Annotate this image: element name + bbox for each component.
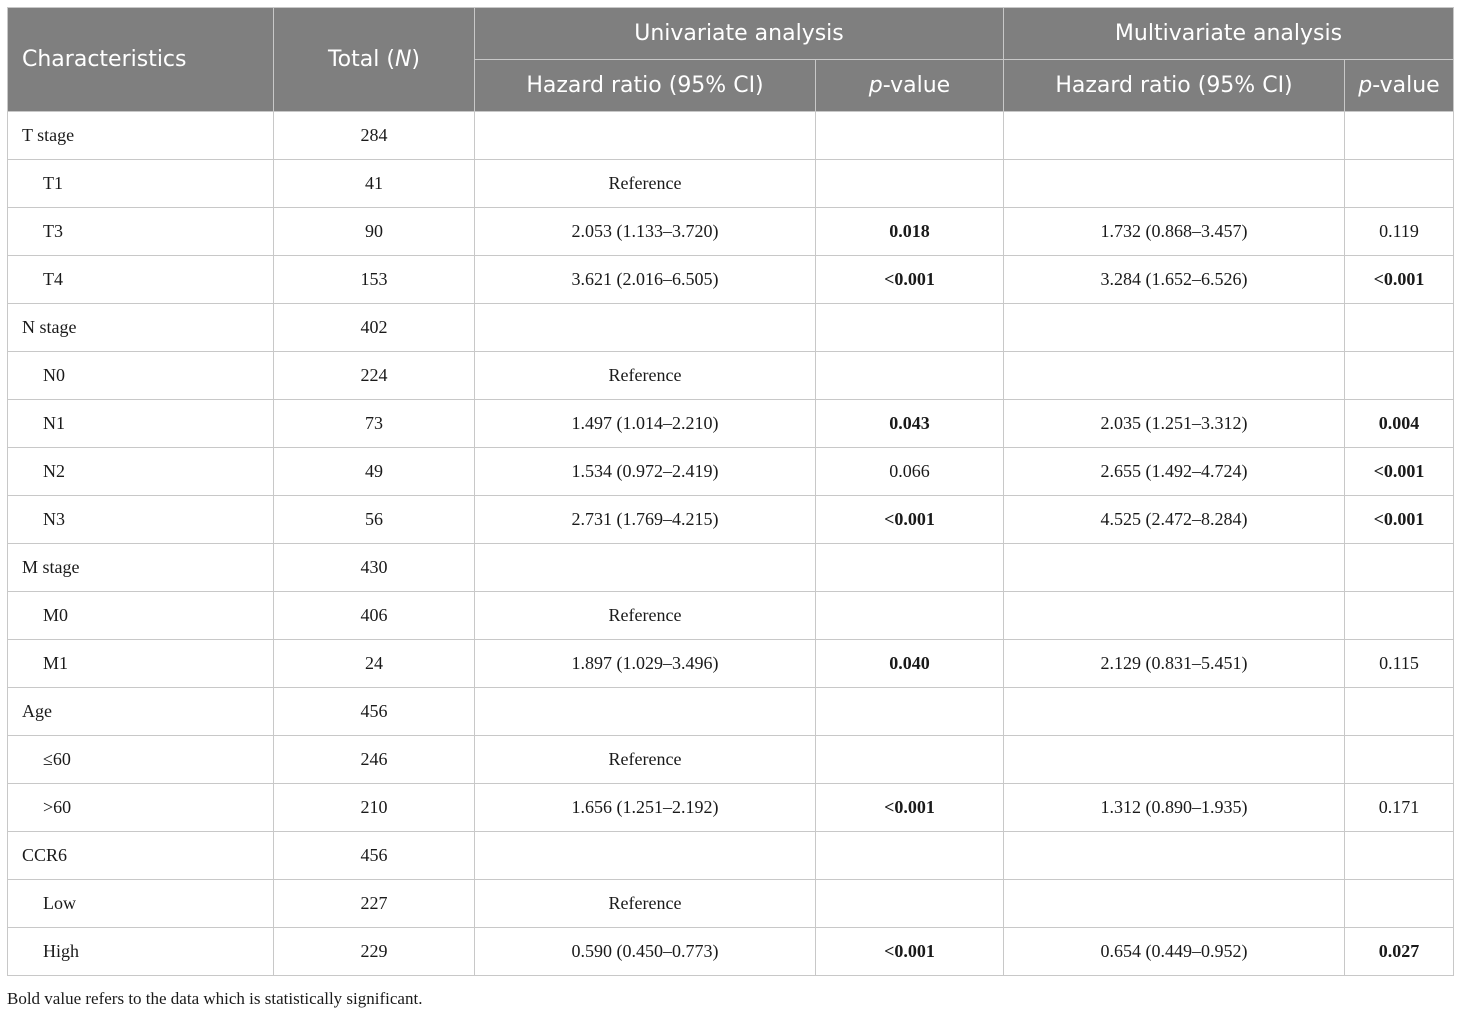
cell-multi-hazard-ratio <box>1004 880 1345 928</box>
cell-characteristic: T4 <box>8 256 274 304</box>
table-row <box>8 352 1454 400</box>
cell-characteristic: M0 <box>8 592 274 640</box>
header-multi-p-suffix: -value <box>1372 73 1440 98</box>
header-uni-p-prefix: p <box>868 73 883 98</box>
cell-total: 49 <box>274 448 475 496</box>
cell-total: 153 <box>274 256 475 304</box>
table-row <box>8 688 1454 736</box>
cell-multi-hazard-ratio: 2.035 (1.251–3.312) <box>1004 400 1345 448</box>
cell-characteristic: N stage <box>8 304 274 352</box>
cell-characteristic: High <box>8 928 274 976</box>
cell-uni-hazard-ratio: 1.897 (1.029–3.496) <box>475 640 816 688</box>
cell-uni-hazard-ratio <box>475 112 816 160</box>
cell-multi-hazard-ratio: 2.655 (1.492–4.724) <box>1004 448 1345 496</box>
cell-multi-p-value: <0.001 <box>1345 496 1454 544</box>
cell-characteristic: T stage <box>8 112 274 160</box>
cell-multi-p-value <box>1345 304 1454 352</box>
cell-multi-hazard-ratio: 1.312 (0.890–1.935) <box>1004 784 1345 832</box>
cell-multi-p-value <box>1345 112 1454 160</box>
cell-total: 227 <box>274 880 475 928</box>
cell-characteristic: N3 <box>8 496 274 544</box>
cell-multi-p-value <box>1345 736 1454 784</box>
cell-characteristic: N1 <box>8 400 274 448</box>
cell-uni-hazard-ratio: 0.590 (0.450–0.773) <box>475 928 816 976</box>
header-total-label: Total ( <box>327 47 395 72</box>
table-row <box>8 736 1454 784</box>
cell-characteristic: M1 <box>8 640 274 688</box>
cell-multi-p-value <box>1345 688 1454 736</box>
cell-total: 284 <box>274 112 475 160</box>
cell-total: 406 <box>274 592 475 640</box>
regression-table <box>7 7 1454 976</box>
cell-uni-p-value: <0.001 <box>816 928 1004 976</box>
cell-total: 41 <box>274 160 475 208</box>
cell-multi-hazard-ratio: 4.525 (2.472–8.284) <box>1004 496 1345 544</box>
cell-multi-hazard-ratio: 1.732 (0.868–3.457) <box>1004 208 1345 256</box>
table-row <box>8 880 1454 928</box>
cell-multi-hazard-ratio <box>1004 832 1345 880</box>
cell-uni-p-value: 0.018 <box>816 208 1004 256</box>
table-footnote: Bold value refers to the data which is statistically significant. <box>7 989 423 1008</box>
cell-multi-p-value <box>1345 880 1454 928</box>
table-row <box>8 112 1454 160</box>
header-uni-p-suffix: -value <box>882 73 951 98</box>
table-row <box>8 304 1454 352</box>
cell-multi-p-value: <0.001 <box>1345 448 1454 496</box>
cell-uni-hazard-ratio: 2.053 (1.133–3.720) <box>475 208 816 256</box>
results-table-container <box>7 7 1453 976</box>
header-univariate: Univariate analysis <box>475 8 1004 60</box>
table-row <box>8 256 1454 304</box>
cell-uni-p-value: <0.001 <box>816 784 1004 832</box>
cell-total: 456 <box>274 688 475 736</box>
table-row <box>8 160 1454 208</box>
header-uni-p-value <box>816 60 1004 112</box>
cell-total: 229 <box>274 928 475 976</box>
header-multi-p-value <box>1345 60 1454 112</box>
header-multi-p-prefix: p <box>1358 73 1373 98</box>
cell-uni-hazard-ratio <box>475 544 816 592</box>
table-row <box>8 640 1454 688</box>
cell-multi-hazard-ratio <box>1004 160 1345 208</box>
cell-uni-p-value <box>816 592 1004 640</box>
cell-uni-hazard-ratio: Reference <box>475 352 816 400</box>
cell-uni-hazard-ratio <box>475 304 816 352</box>
table-row <box>8 448 1454 496</box>
cell-multi-p-value <box>1345 592 1454 640</box>
header-multivariate: Multivariate analysis <box>1004 8 1454 60</box>
cell-total: 56 <box>274 496 475 544</box>
cell-total: 24 <box>274 640 475 688</box>
cell-multi-hazard-ratio <box>1004 112 1345 160</box>
header-multi-hazard-ratio: Hazard ratio (95% CI) <box>1004 60 1345 112</box>
cell-multi-p-value: 0.115 <box>1345 640 1454 688</box>
cell-total: 246 <box>274 736 475 784</box>
cell-multi-hazard-ratio <box>1004 544 1345 592</box>
cell-multi-hazard-ratio <box>1004 688 1345 736</box>
cell-uni-hazard-ratio: 1.656 (1.251–2.192) <box>475 784 816 832</box>
cell-multi-p-value: <0.001 <box>1345 256 1454 304</box>
header-characteristics: Characteristics <box>8 8 274 112</box>
cell-uni-p-value <box>816 304 1004 352</box>
cell-total: 210 <box>274 784 475 832</box>
table-row <box>8 208 1454 256</box>
cell-multi-hazard-ratio: 0.654 (0.449–0.952) <box>1004 928 1345 976</box>
cell-characteristic: N2 <box>8 448 274 496</box>
cell-uni-hazard-ratio: 3.621 (2.016–6.505) <box>475 256 816 304</box>
cell-multi-p-value <box>1345 544 1454 592</box>
cell-multi-p-value <box>1345 160 1454 208</box>
cell-uni-hazard-ratio: Reference <box>475 736 816 784</box>
cell-multi-p-value: 0.004 <box>1345 400 1454 448</box>
cell-uni-p-value <box>816 688 1004 736</box>
cell-uni-hazard-ratio: Reference <box>475 880 816 928</box>
cell-uni-hazard-ratio: Reference <box>475 160 816 208</box>
cell-total: 402 <box>274 304 475 352</box>
cell-uni-p-value <box>816 544 1004 592</box>
cell-multi-hazard-ratio <box>1004 304 1345 352</box>
header-uni-hazard-ratio: Hazard ratio (95% CI) <box>475 60 816 112</box>
cell-characteristic: Age <box>8 688 274 736</box>
cell-uni-hazard-ratio: 1.534 (0.972–2.419) <box>475 448 816 496</box>
cell-multi-p-value <box>1345 352 1454 400</box>
cell-uni-p-value: 0.043 <box>816 400 1004 448</box>
table-row <box>8 592 1454 640</box>
cell-characteristic: T3 <box>8 208 274 256</box>
cell-multi-p-value: 0.119 <box>1345 208 1454 256</box>
cell-total: 456 <box>274 832 475 880</box>
header-total <box>274 8 475 112</box>
cell-uni-p-value <box>816 880 1004 928</box>
header-total-var: N <box>394 47 412 72</box>
cell-multi-p-value: 0.027 <box>1345 928 1454 976</box>
cell-multi-p-value <box>1345 832 1454 880</box>
cell-multi-hazard-ratio <box>1004 352 1345 400</box>
cell-uni-p-value <box>816 160 1004 208</box>
cell-characteristic: ≤60 <box>8 736 274 784</box>
cell-uni-p-value: <0.001 <box>816 256 1004 304</box>
cell-characteristic: M stage <box>8 544 274 592</box>
cell-characteristic: N0 <box>8 352 274 400</box>
cell-uni-p-value <box>816 736 1004 784</box>
cell-characteristic: CCR6 <box>8 832 274 880</box>
table-row <box>8 400 1454 448</box>
table-row <box>8 784 1454 832</box>
cell-uni-hazard-ratio <box>475 832 816 880</box>
cell-multi-hazard-ratio: 3.284 (1.652–6.526) <box>1004 256 1345 304</box>
cell-uni-hazard-ratio <box>475 688 816 736</box>
cell-characteristic: >60 <box>8 784 274 832</box>
cell-characteristic: Low <box>8 880 274 928</box>
cell-uni-p-value: 0.066 <box>816 448 1004 496</box>
cell-multi-hazard-ratio <box>1004 736 1345 784</box>
cell-uni-p-value <box>816 832 1004 880</box>
table-row <box>8 544 1454 592</box>
header-row-1 <box>8 8 1454 60</box>
cell-multi-p-value: 0.171 <box>1345 784 1454 832</box>
cell-total: 90 <box>274 208 475 256</box>
table-row <box>8 928 1454 976</box>
cell-total: 430 <box>274 544 475 592</box>
cell-characteristic: T1 <box>8 160 274 208</box>
table-body <box>8 112 1454 976</box>
cell-uni-p-value: <0.001 <box>816 496 1004 544</box>
cell-total: 73 <box>274 400 475 448</box>
table-header <box>8 8 1454 112</box>
header-total-close: ) <box>411 47 421 72</box>
cell-multi-hazard-ratio <box>1004 592 1345 640</box>
cell-uni-hazard-ratio: 1.497 (1.014–2.210) <box>475 400 816 448</box>
cell-uni-hazard-ratio: Reference <box>475 592 816 640</box>
cell-uni-p-value <box>816 352 1004 400</box>
cell-multi-hazard-ratio: 2.129 (0.831–5.451) <box>1004 640 1345 688</box>
cell-uni-hazard-ratio: 2.731 (1.769–4.215) <box>475 496 816 544</box>
table-row <box>8 496 1454 544</box>
cell-uni-p-value <box>816 112 1004 160</box>
cell-total: 224 <box>274 352 475 400</box>
cell-uni-p-value: 0.040 <box>816 640 1004 688</box>
table-row <box>8 832 1454 880</box>
